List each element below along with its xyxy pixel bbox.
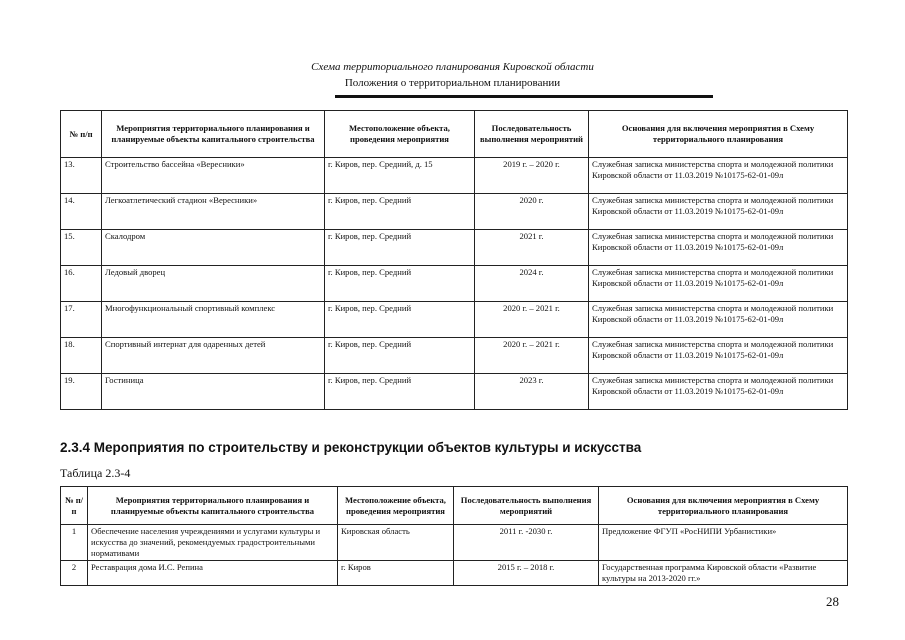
cell-location: г. Киров, пер. Средний [325,230,475,266]
table-row [61,230,848,266]
cell-activity: Обеспечение населения учреждениями и услугами культуры и искусства до значений, рекомендуемых градостроительными нормативами [88,525,338,561]
cell-location: г. Киров, пер. Средний [325,302,475,338]
col-header-activity: Мероприятия территориального планирования и планируемые объекты капитального строительства [102,111,325,158]
cell-number: 15. [61,230,102,266]
cell-number: 16. [61,266,102,302]
cell-number: 17. [61,302,102,338]
col-header-location: Местоположение объекта, проведения мероприятия [325,111,475,158]
table-row [61,194,848,230]
cell-location: г. Киров, пер. Средний [325,194,475,230]
page-number: 28 [826,594,839,609]
cell-number: 1 [61,525,88,561]
cell-basis: Служебная записка министерства спорта и молодежной политики Кировской области от 11.03.2019 №10175-62-01-09л [589,158,848,194]
cell-sequence: 2015 г. – 2018 г. [454,561,599,586]
table-header-row [61,111,848,158]
cell-location: г. Киров, пер. Средний [325,266,475,302]
col-header-basis: Основания для включения мероприятия в Схему территориального планирования [599,487,848,525]
section-heading: 2.3.4 Мероприятия по строительству и реконструкции объектов культуры и искусства [60,440,642,455]
col-header-activity: Мероприятия территориального планирования и планируемые объекты капитального строительства [88,487,338,525]
table-caption: Таблица 2.3-4 [60,466,131,480]
header-rule [335,95,713,98]
cell-activity: Реставрация дома И.С. Репина [88,561,338,586]
cell-location: г. Киров, пер. Средний, д. 15 [325,158,475,194]
cell-basis: Предложение ФГУП «РосНИПИ Урбанистики» [599,525,848,561]
cell-number: 14. [61,194,102,230]
cell-location: г. Киров, пер. Средний [325,374,475,410]
cell-number: 13. [61,158,102,194]
cell-sequence: 2011 г. -2030 г. [454,525,599,561]
table-row [61,302,848,338]
document-header-subtitle: Положения о территориальном планировании [344,77,561,89]
col-header-sequence: Последовательность выполнения мероприятий [475,111,589,158]
cell-location: г. Киров, пер. Средний [325,338,475,374]
cell-activity: Гостиница [102,374,325,410]
cell-activity: Скалодром [102,230,325,266]
sports-objects-table [60,110,848,410]
table-row [61,266,848,302]
table-row [61,561,848,586]
table-header-row [61,487,848,525]
cell-activity: Ледовый дворец [102,266,325,302]
cell-number: 19. [61,374,102,410]
cell-number: 18. [61,338,102,374]
cell-basis: Служебная записка министерства спорта и молодежной политики Кировской области от 11.03.2019 №10175-62-01-09л [589,338,848,374]
table-row [61,525,848,561]
cell-sequence: 2020 г. – 2021 г. [475,302,589,338]
cell-sequence: 2020 г. [475,194,589,230]
cell-basis: Служебная записка министерства спорта и молодежной политики Кировской области от 11.03.2019 №10175-62-01-09л [589,374,848,410]
table-row [61,374,848,410]
col-header-number: № п/п [61,487,88,525]
cell-sequence: 2020 г. – 2021 г. [475,338,589,374]
cell-activity: Многофункциональный спортивный комплекс [102,302,325,338]
cell-activity: Строительство бассейна «Вересники» [102,158,325,194]
cell-sequence: 2023 г. [475,374,589,410]
cell-sequence: 2021 г. [475,230,589,266]
cell-basis: Служебная записка министерства спорта и молодежной политики Кировской области от 11.03.2019 №10175-62-01-09л [589,266,848,302]
culture-objects-table [60,486,848,586]
cell-location: Кировская область [338,525,454,561]
cell-sequence: 2024 г. [475,266,589,302]
cell-basis: Служебная записка министерства спорта и молодежной политики Кировской области от 11.03.2019 №10175-62-01-09л [589,230,848,266]
table-row [61,338,848,374]
table-row [61,158,848,194]
col-header-sequence: Последовательность выполнения мероприятий [454,487,599,525]
cell-number: 2 [61,561,88,586]
cell-location: г. Киров [338,561,454,586]
cell-basis: Служебная записка министерства спорта и молодежной политики Кировской области от 11.03.2019 №10175-62-01-09л [589,194,848,230]
cell-sequence: 2019 г. – 2020 г. [475,158,589,194]
col-header-location: Местоположение объекта, проведения мероприятия [338,487,454,525]
col-header-basis: Основания для включения мероприятия в Схему территориального планирования [589,111,848,158]
cell-basis: Служебная записка министерства спорта и молодежной политики Кировской области от 11.03.2019 №10175-62-01-09л [589,302,848,338]
cell-basis: Государственная программа Кировской области «Развитие культуры на 2013-2020 гг.» [599,561,848,586]
cell-activity: Легкоатлетический стадион «Вересники» [102,194,325,230]
col-header-number: № п/п [61,111,102,158]
cell-activity: Спортивный интернат для одаренных детей [102,338,325,374]
document-header-title: Схема территориального планирования Кировской области [311,61,594,73]
